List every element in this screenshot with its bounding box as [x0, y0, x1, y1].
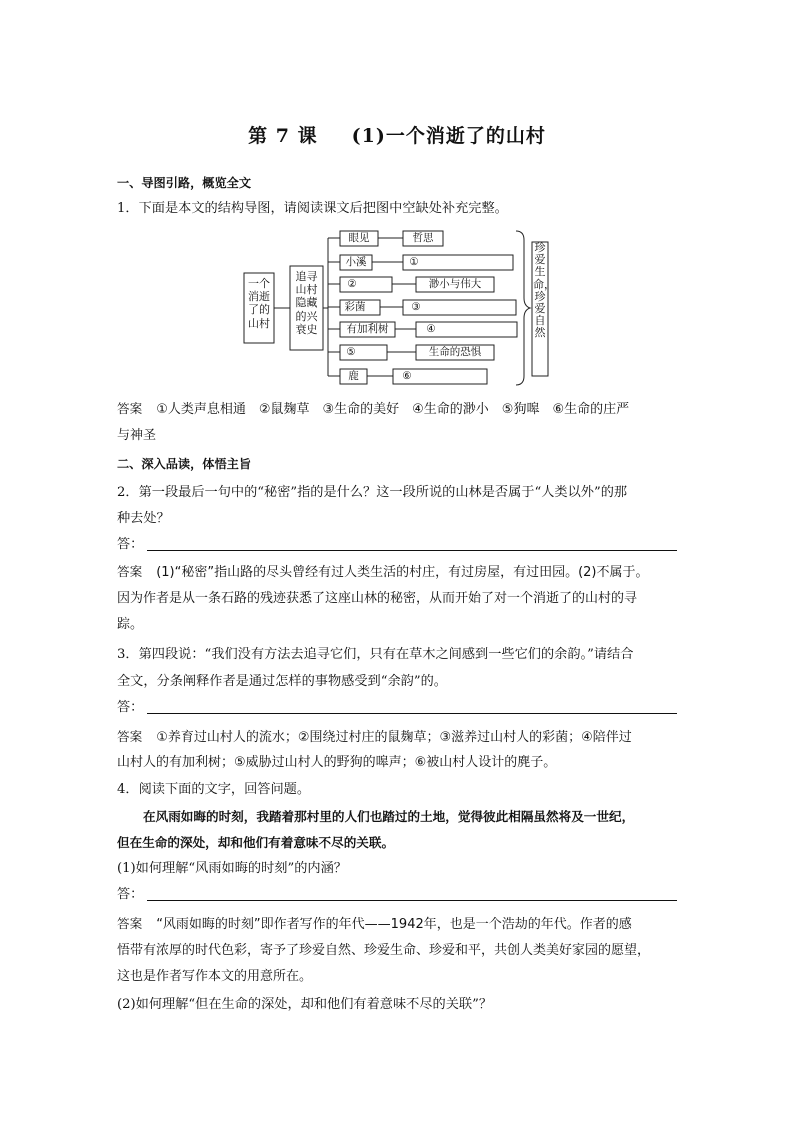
answer-2-line2: 因为作者是从一条石路的残迹获悉了这座山林的秘密，从而开始了对一个消逝了的山村的寻 [117, 591, 638, 606]
question-2-line1: 2．第一段最后一句中的“秘密”指的是什么？这一段所说的山林是否属于“人类以外”的那 [117, 485, 628, 500]
answer-4-field[interactable] [117, 885, 677, 905]
question-4-sub2: (2)如何理解“但在生命的深处，却和他们有着意味不尽的关联”？ [117, 997, 493, 1012]
row2-right: ① [409, 256, 419, 268]
row2-left: 小溪 [345, 256, 367, 268]
row6-right: 生命的恐惧 [428, 346, 482, 358]
passage-line1: 在风雨如晦的时刻，我踏着那村里的人们也踏过的土地，觉得彼此相隔虽然将及一世纪， [143, 809, 635, 824]
answer-4-text: “风雨如晦的时刻”即作者写作的年代——1942年，也是一个浩劫的年代。作者的感 [156, 917, 632, 932]
question-4-sub1: (1)如何理解“风雨如晦的时刻”的内涵？ [117, 861, 347, 876]
row4-left: 彩菌 [344, 301, 366, 313]
question-4-line1: 4．阅读下面的文字，回答问题。 [117, 782, 311, 797]
answer-4-line2: 悟带有浓厚的时代色彩，寄予了珍爱自然、珍爱生命、珍爱和平，共创人类美好家园的愿望， [117, 943, 651, 958]
row4-right: ③ [411, 301, 421, 313]
answer-2-field[interactable] [117, 535, 677, 555]
diagram-root: 一个消逝了的山村 [248, 277, 270, 330]
row6-left: ⑤ [346, 346, 356, 358]
answer-2-text: (1)“秘密”指山路的尽头曾经有过人类生活的村庄，有过房屋，有过田园。(2)不属于。 [156, 565, 649, 580]
lesson-number: 第 7 课 [248, 125, 318, 147]
question-3-line1: 3．第四段说：“我们没有方法去追寻它们，只有在草木之间感到一些它们的余韵。”请结合 [117, 647, 634, 662]
answer-1-line1 [117, 399, 677, 420]
answer-1-text: ①人类声息相通 ②鼠麹草 ③生命的美好 ④生命的渺小 ⑤狗嗥 ⑥生命的庄严 [156, 402, 630, 417]
answer-3-line2: 山村人的有加利树；⑤威胁过山村人的野狗的嗥声；⑥被山村人设计的麂子。 [117, 755, 557, 770]
answer-3-line1 [117, 727, 677, 748]
brace [516, 231, 530, 385]
row7-right: ⑥ [402, 370, 412, 382]
question-2-line2: 种去处？ [117, 511, 170, 526]
answer-3-text: ①养育过山村人的流水；②围绕过村庄的鼠麹草；③滋养过山村人的彩菌；④陪伴过 [156, 730, 632, 745]
answer-4-line3: 这也是作者写作本文的用意所在。 [117, 969, 313, 984]
answer-line[interactable] [147, 900, 677, 901]
section-heading-2: 二、深入品读，体悟主旨 [117, 457, 252, 471]
answer-2-line3: 踪。 [117, 617, 144, 632]
answer-4-line1 [117, 914, 677, 935]
answer-prompt: 答： [117, 887, 144, 902]
answer-3-field[interactable] [117, 698, 677, 718]
answer-label: 答案 [117, 564, 143, 579]
row1-left: 眼见 [348, 232, 370, 244]
question-3-line2: 全文，分条阐释作者是通过怎样的事物感受到“余韵”的。 [117, 674, 447, 689]
row1-right: 哲思 [412, 232, 434, 244]
answer-1-line2: 与神圣 [117, 428, 157, 443]
answer-prompt: 答： [117, 537, 144, 552]
diagram-lines [240, 228, 560, 388]
row7-left: 鹿 [348, 370, 359, 382]
row3-left: ② [347, 278, 357, 290]
question-1: 1．下面是本文的结构导图，请阅读课文后把图中空缺处补充完整。 [117, 201, 508, 216]
answer-label: 答案 [117, 916, 143, 931]
passage-line2: 但在生命的深处，却和他们有着意味不尽的关联。 [117, 835, 395, 850]
row5-right: ④ [426, 323, 436, 335]
structure-diagram [240, 228, 560, 388]
row5-left: 有加利树 [346, 323, 389, 335]
diagram-middle: 追寻山村隐藏的兴衰史 [295, 270, 318, 336]
row3-right: 渺小与伟大 [428, 278, 482, 290]
diagram-right: 珍爱生命，珍爱自然 [533, 241, 555, 340]
section-heading-1: 一、导图引路，概览全文 [117, 176, 252, 190]
answer-prompt: 答： [117, 700, 144, 715]
lesson-name: (1)一个消逝了的山村 [351, 125, 546, 147]
answer-line[interactable] [147, 550, 677, 551]
answer-2-line1 [117, 562, 677, 583]
answer-label: 答案 [117, 401, 143, 416]
page-title [0, 121, 794, 148]
answer-line[interactable] [147, 713, 677, 714]
answer-label: 答案 [117, 729, 143, 744]
